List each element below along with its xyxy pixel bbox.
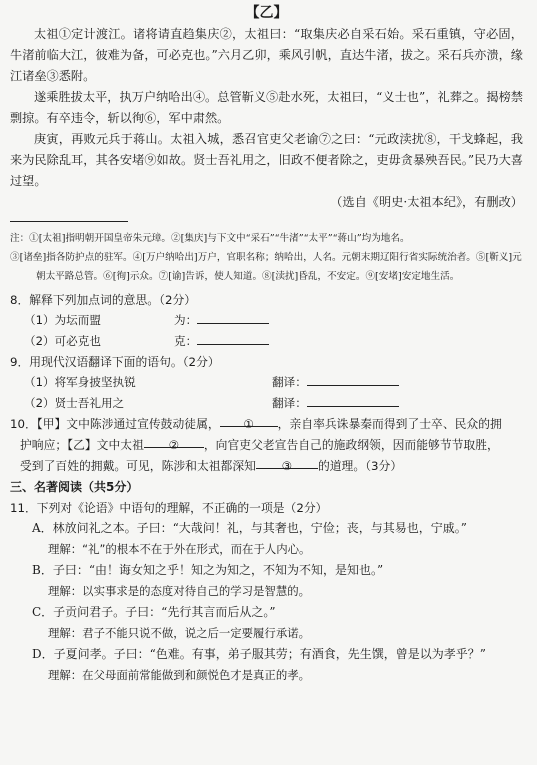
annotation-line-1: 注：①[太祖]指明朝开国皇帝朱元璋。②[集庆]与下文中“采石”“牛渚”“太平”“蒋山”均为地名。	[10, 233, 410, 244]
question-9-stem: 9．用现代汉语翻译下面的语句。（2分）	[10, 355, 220, 369]
question-8	[10, 290, 523, 352]
question-11-stem: 11．下列对《论语》中语句的理解，不正确的一项是（2分）	[10, 501, 328, 515]
question-9-item-2: （2）贤士吾礼用之 翻译：	[10, 393, 523, 414]
answer-blank-2[interactable]: ②	[144, 435, 204, 448]
question-8-item-1: （1）为坛而盟 为：	[10, 310, 523, 331]
option-c-explanation: 理解：君子不能只说不做，说之后一定要履行承诺。	[48, 626, 310, 640]
option-d[interactable]: D．子夏问孝。子曰：“色难。有事，弟子服其劳；有酒食，先生馔，曾是以为孝乎？”	[32, 647, 486, 661]
answer-blank[interactable]	[307, 394, 399, 407]
question-10-line-1: 10．【甲】文中陈涉通过宣传鼓动徒属， ① ，亲自率兵诛暴秦而得到了士卒、民众的拥	[10, 414, 523, 435]
question-11	[10, 498, 523, 686]
answer-blank[interactable]	[307, 373, 399, 386]
answer-blank-1[interactable]: ①	[220, 414, 278, 427]
annotations	[10, 229, 523, 286]
answer-blank[interactable]	[197, 311, 269, 324]
question-10-line-3: 受到了百姓的拥戴。可见，陈涉和太祖都深知 ③ 的道理。（3分）	[10, 456, 523, 477]
question-10	[10, 414, 523, 477]
option-c[interactable]: C．子贡问君子。子曰：“先行其言而后从之。”	[32, 605, 276, 619]
passage-paragraph-2: 遂乘胜拔太平，执万户纳哈出④。总管靳义⑤赴水死，太祖曰，“义士也”，礼葬之。揭榜禁剽掠。有卒违令，斩以徇⑥，军中肃然。	[10, 90, 523, 125]
question-10-line-2: 护响应；【乙】文中太祖 ② ，向官吏父老宣告自己的施政纲领，因而能够节节取胜，	[10, 435, 523, 456]
option-b-explanation: 理解：以实事求是的态度对待自己的学习是智慧的。	[48, 584, 310, 598]
option-d-explanation: 理解：在父母面前常能做到和颜悦色才是真正的孝。	[48, 668, 310, 682]
passage-source: （选自《明史·太祖本纪》，有删改）	[330, 195, 523, 209]
classical-passage	[10, 24, 523, 213]
question-9-item-1: （1）将军身披坚执锐 翻译：	[10, 372, 523, 393]
passage-paragraph-1: 太祖①定计渡江。诸将请直趋集庆②，太祖曰：“取集庆必自采石始。采石重镇，守必固，牛渚前临大江，彼难为备，可必克也。”六月乙卯，乘风引帆，直达牛渚，拔之。采石兵亦溃，缘江诸垒③悉附。	[10, 27, 523, 83]
question-9	[10, 352, 523, 414]
annotation-line-2: ③[诸垒]指各防护点的驻军。④[万户纳哈出]万户，官职名称；纳哈出，人名。元朝末期辽阳行省实际统治者。⑤[靳义]元朝太平路总管。⑥[徇]示众。⑦[谕]告诉，使人知道。⑧[渎扰]昏乱，不安定。⑨[安堵]安定地生活。	[10, 252, 522, 282]
answer-blank[interactable]	[197, 332, 269, 345]
passage-paragraph-3: 庚寅，再败元兵于蒋山。太祖入城，悉召官吏父老谕⑦之曰：“元政渎扰⑧，干戈蜂起，我来为民除乱耳，其各安堵⑨如故。贤士吾礼用之，旧政不便者除之，吏毋贪暴殃吾民。”民乃大喜过望。	[10, 132, 523, 188]
passage-title: 【乙】	[245, 5, 288, 21]
answer-blank-3[interactable]: ③	[256, 456, 318, 469]
option-a[interactable]: A．林放问礼之本。子曰：“大哉问！礼，与其奢也，宁俭；丧，与其易也，宁戚。”	[32, 521, 467, 535]
question-8-stem: 8．解释下列加点词的意思。（2分）	[10, 293, 197, 307]
option-a-explanation: 理解：“礼”的根本不在于外在形式，而在于人内心。	[48, 542, 311, 556]
question-8-item-2: （2）可必克也 克：	[10, 331, 523, 352]
section-3-heading: 三、名著阅读（共5分）	[10, 480, 139, 494]
option-b[interactable]: B．子曰：“由！诲女知之乎！知之为知之，不知为不知，是知也。”	[32, 563, 384, 577]
notes-divider	[10, 221, 128, 222]
